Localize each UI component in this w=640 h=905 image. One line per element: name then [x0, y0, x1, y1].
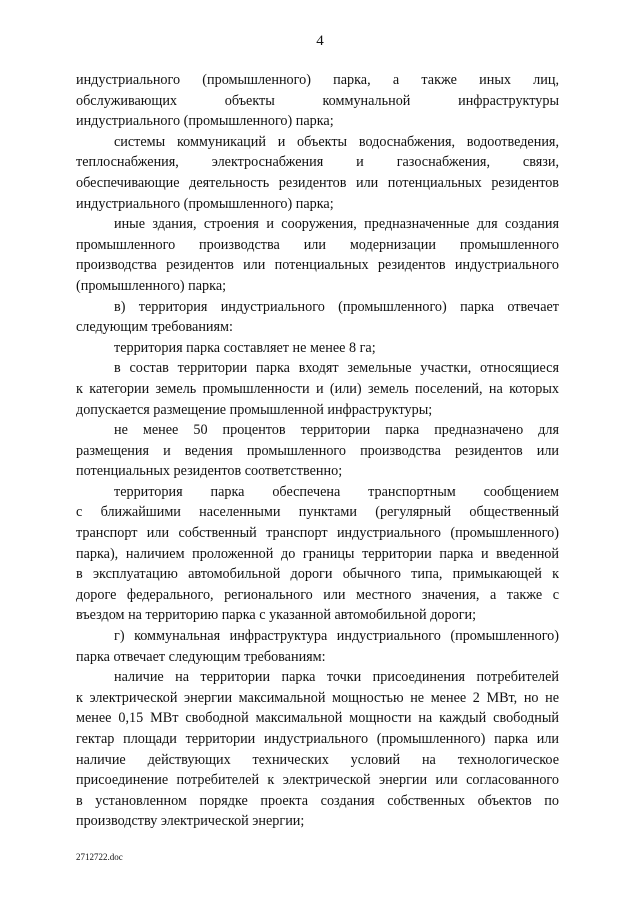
text-line: к категории земель промышленности и (или) земель поселений, на которых	[76, 380, 559, 397]
text-line: дороге федерального, регионального или местного значения, а также с	[76, 586, 559, 603]
text-line: наличие действующих технических условий на технологическое	[76, 751, 559, 768]
text-line: транспорт или собственный транспорт индустриального (промышленного)	[76, 525, 559, 542]
text-line: обеспечивающие деятельность резидентов или потенциальных резидентов	[76, 174, 559, 191]
text-line: индустриального (промышленного) парка;	[76, 195, 334, 212]
text-line: потенциальных резидентов соответственно;	[76, 463, 343, 480]
text-line: парка), наличием проложенной до границы территории парка и введенной	[76, 545, 559, 562]
file-name-footer: 2712722.doc	[76, 852, 123, 862]
paragraph	[76, 482, 559, 626]
text-line: следующим требованиям:	[76, 319, 233, 336]
paragraph	[76, 214, 559, 296]
text-line: производству электрической энергии;	[76, 813, 305, 830]
text-line: допускается размещение промышленной инфраструктуры;	[76, 401, 433, 418]
text-line: г) коммунальная инфраструктура индустриального (промышленного)	[114, 628, 559, 645]
text-line: территория парка обеспечена транспортным сообщением	[114, 483, 559, 500]
text-line: промышленного производства или модернизации промышленного	[76, 236, 559, 253]
paragraph	[76, 358, 559, 420]
text-line: теплоснабжения, электроснабжения и газоснабжения, связи,	[76, 154, 559, 171]
text-line: въездом на территорию парка с указанной автомобильной дороги;	[76, 607, 477, 624]
text-line: гектар площади территории индустриального (промышленного) парка или	[76, 731, 559, 747]
text-line: в состав территории парка входят земельные участки, относящиеся	[114, 360, 559, 377]
text-line: производства резидентов или потенциальных резидентов индустриального	[76, 257, 559, 274]
paragraph	[76, 338, 559, 359]
text-line: индустриального (промышленного) парка, а также иных лиц,	[76, 72, 559, 88]
text-line: парка отвечает следующим требованиям:	[76, 648, 326, 665]
paragraph	[76, 420, 559, 482]
paragraph	[76, 70, 559, 132]
paragraph	[76, 297, 559, 338]
text-line: в) территория индустриального (промышленного) парка отвечает	[114, 298, 559, 315]
text-line: системы коммуникаций и объекты водоснабжения, водоотведения,	[114, 133, 559, 150]
text-line: иные здания, строения и сооружения, предназначенные для создания	[114, 216, 559, 233]
text-line: присоединение потребителей к электрической энергии или согласованного	[76, 772, 559, 789]
paragraph	[76, 626, 559, 667]
text-line: не менее 50 процентов территории парка предназначено для	[114, 422, 559, 439]
text-line: размещения и ведения промышленного производства резидентов или	[76, 442, 559, 459]
document-body	[76, 70, 559, 832]
page-number: 4	[316, 33, 324, 49]
text-line: в эксплуатацию автомобильной дороги обычного типа, примыкающей к	[76, 566, 559, 583]
text-line: (промышленного) парка;	[76, 277, 227, 294]
text-line: индустриального (промышленного) парка;	[76, 113, 334, 130]
text-line: обслуживающих объекты коммунальной инфраструктуры	[76, 92, 559, 109]
text-line: в установленном порядке проекта создания собственных объектов по	[76, 792, 559, 809]
text-line: менее 0,15 МВт свободной максимальной мощности на каждый свободный	[76, 710, 559, 727]
text-line: территория парка составляет не менее 8 га;	[114, 339, 376, 356]
text-line: наличие на территории парка точки присоединения потребителей	[114, 669, 559, 686]
paragraph	[76, 667, 559, 832]
paragraph	[76, 132, 559, 214]
text-line: с ближайшими населенными пунктами (регулярный общественный	[76, 504, 559, 521]
text-line: к электрической энергии максимальной мощностью не менее 2 МВт, но не	[76, 689, 559, 706]
